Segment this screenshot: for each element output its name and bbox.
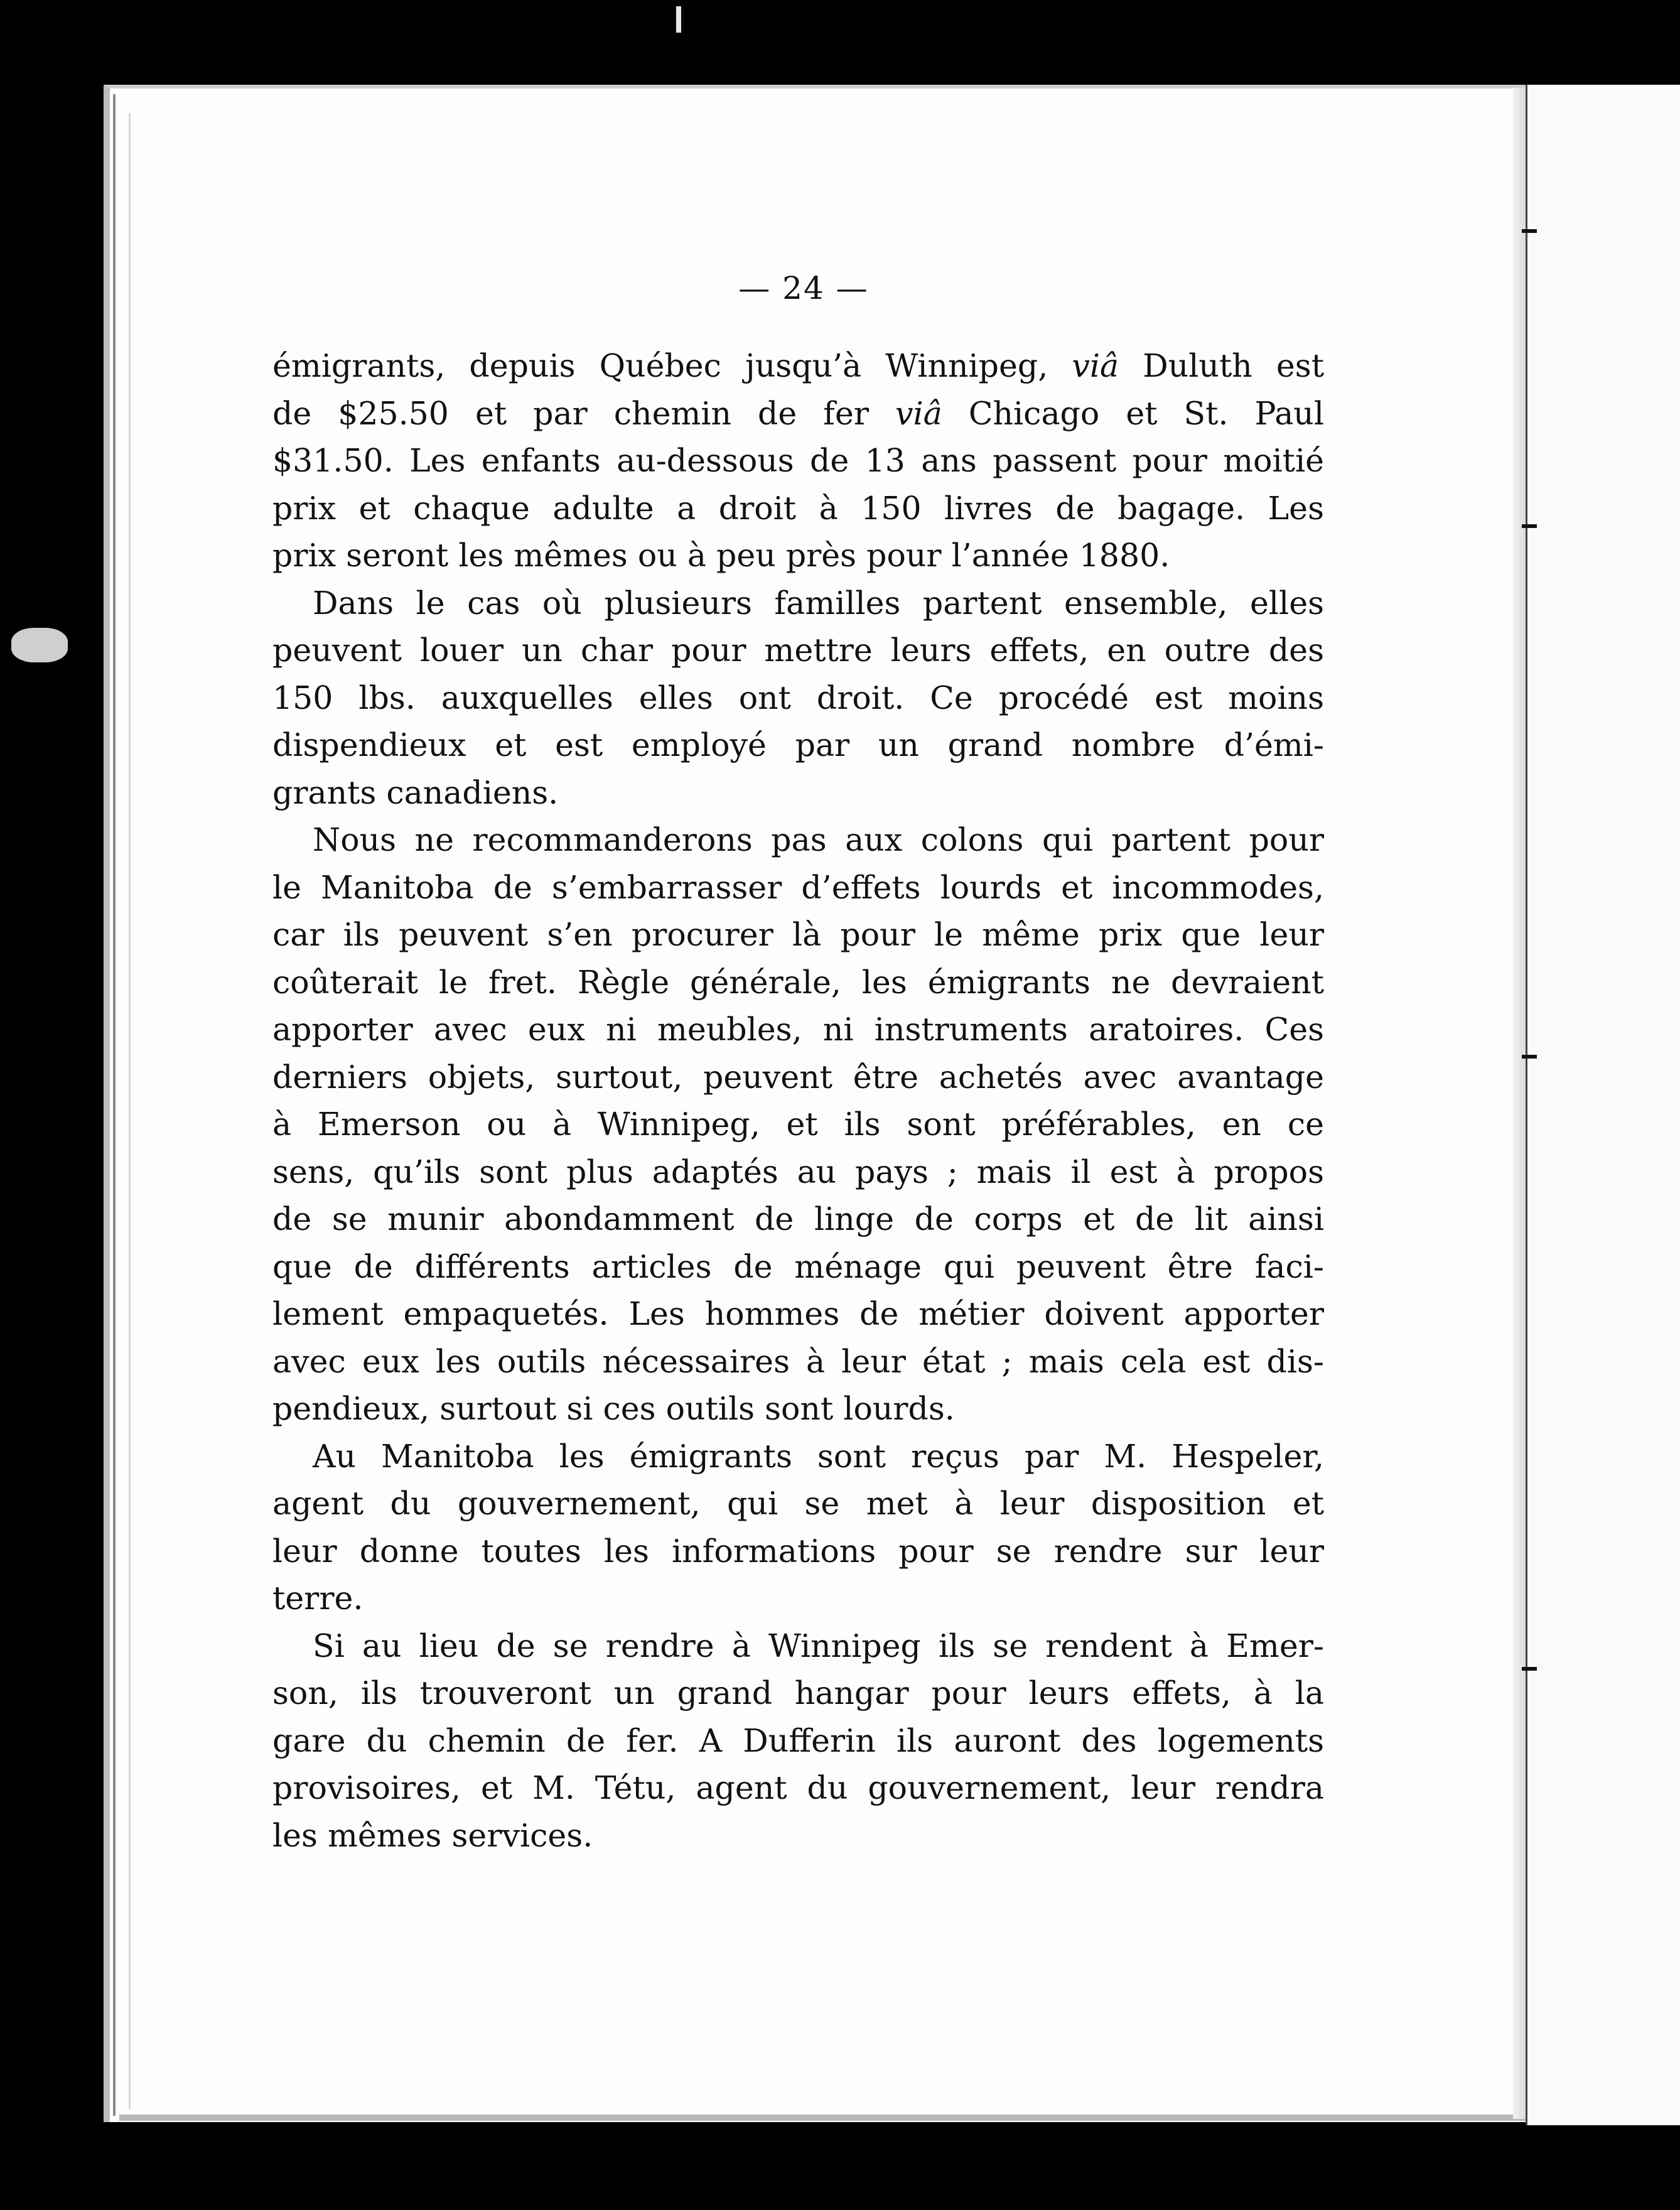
text-line xyxy=(272,1433,1324,1480)
text-line xyxy=(272,532,1324,579)
text-line xyxy=(272,1290,1324,1338)
text-segment: pendieux, surtout si ces outils sont lourds. xyxy=(272,1390,955,1427)
text-line xyxy=(272,1812,1324,1860)
text-segment: prix et chaque adulte a droit à 150 livres de bagage. Les xyxy=(272,489,1324,527)
text-line xyxy=(272,1575,1324,1622)
text-line xyxy=(272,437,1324,485)
text-line xyxy=(272,1622,1324,1670)
text-segment: derniers objets, surtout, peuvent être achetés avec avantage xyxy=(272,1058,1324,1096)
text-line xyxy=(272,390,1324,438)
text-line xyxy=(272,1195,1324,1243)
text-segment: grants canadiens. xyxy=(272,774,559,811)
paragraph xyxy=(272,579,1324,817)
text-segment: coûterait le fret. Règle générale, les émigrants ne devraient xyxy=(272,963,1324,1001)
paragraph xyxy=(272,816,1324,1433)
text-segment: agent du gouvernement, qui se met à leur disposition et xyxy=(272,1485,1324,1522)
gutter-mark xyxy=(1522,1667,1537,1671)
page-edge xyxy=(113,94,116,2116)
text-segment: émigrants, depuis Québec jusqu’à Winnipeg, xyxy=(272,347,1072,384)
book-gutter xyxy=(1513,88,1526,2119)
text-line xyxy=(272,816,1324,864)
scan-artifact-speck xyxy=(11,628,68,662)
text-segment: sens, qu’ils sont plus adaptés au pays ; mais il est à propos xyxy=(272,1153,1324,1190)
text-segment: gare du chemin de fer. A Dufferin ils auront des logements xyxy=(272,1722,1324,1759)
text-segment: lement empaquetés. Les hommes de métier doivent apporter xyxy=(272,1295,1324,1332)
text-line xyxy=(272,721,1324,769)
text-line xyxy=(272,342,1324,390)
text-line xyxy=(272,959,1324,1006)
text-line xyxy=(272,579,1324,627)
text-line xyxy=(272,1385,1324,1433)
text-segment: terre. xyxy=(272,1580,363,1617)
text-line xyxy=(272,1054,1324,1101)
text-segment: de $25.50 et par chemin de fer xyxy=(272,394,896,432)
text-segment: de se munir abondamment de linge de corps et de lit ainsi xyxy=(272,1200,1324,1237)
text-segment: son, ils trouveront un grand hangar pour leurs effets, à la xyxy=(272,1674,1324,1711)
text-segment: Duluth est xyxy=(1119,347,1324,384)
scan-artifact-mark xyxy=(676,6,681,33)
text-segment: Chicago et St. Paul xyxy=(942,394,1324,432)
text-segment: car ils peuvent s’en procurer là pour le même prix que leur xyxy=(272,916,1324,953)
text-segment: Dans le cas où plusieurs familles partent ensemble, elles xyxy=(313,584,1324,622)
italic-word: viâ xyxy=(895,394,942,432)
text-line xyxy=(272,1669,1324,1717)
text-segment: dispendieux et est employé par un grand nombre d’émi- xyxy=(272,726,1324,763)
paragraph xyxy=(272,342,1324,579)
italic-word: viâ xyxy=(1072,347,1119,384)
facing-page xyxy=(1526,85,1680,2125)
gutter-mark xyxy=(1522,524,1537,528)
gutter-mark xyxy=(1522,229,1537,233)
text-line xyxy=(272,911,1324,959)
body-text xyxy=(272,342,1324,1859)
paragraph xyxy=(272,1433,1324,1622)
text-segment: apporter avec eux ni meubles, ni instruments aratoires. Ces xyxy=(272,1011,1324,1048)
text-line xyxy=(272,674,1324,722)
page-edge xyxy=(119,2115,1526,2121)
text-segment: Nous ne recommanderons pas aux colons qui partent pour xyxy=(313,821,1324,858)
text-line xyxy=(272,1717,1324,1765)
text-line xyxy=(272,769,1324,817)
text-line xyxy=(272,864,1324,912)
text-line xyxy=(272,627,1324,674)
text-segment: avec eux les outils nécessaires à leur état ; mais cela est dis- xyxy=(272,1342,1324,1380)
text-line xyxy=(272,1006,1324,1054)
text-segment: 150 lbs. auxquelles elles ont droit. Ce procédé est moins xyxy=(272,679,1324,716)
text-line xyxy=(272,1528,1324,1575)
text-line xyxy=(272,1148,1324,1196)
paragraph xyxy=(272,1622,1324,1860)
text-segment: que de différents articles de ménage qui peuvent être faci- xyxy=(272,1248,1324,1285)
text-line xyxy=(272,1764,1324,1812)
text-segment: $31.50. Les enfants au-dessous de 13 ans passent pour moitié xyxy=(272,442,1324,479)
text-segment: prix seront les mêmes ou à peu près pour l’année 1880. xyxy=(272,537,1170,574)
text-segment: Si au lieu de se rendre à Winnipeg ils se rendent à Emer- xyxy=(313,1627,1324,1664)
text-segment: Au Manitoba les émigrants sont reçus par M. Hespeler, xyxy=(313,1437,1324,1475)
page-edge xyxy=(129,113,131,2110)
text-line xyxy=(272,1101,1324,1148)
text-segment: provisoires, et M. Tétu, agent du gouvernement, leur rendra xyxy=(272,1769,1324,1806)
text-segment: le Manitoba de s’embarrasser d’effets lourds et incommodes, xyxy=(272,868,1324,906)
text-line xyxy=(272,1480,1324,1528)
text-segment: les mêmes services. xyxy=(272,1816,593,1854)
text-line xyxy=(272,1338,1324,1386)
text-line xyxy=(272,485,1324,532)
text-segment: peuvent louer un char pour mettre leurs effets, en outre des xyxy=(272,632,1324,669)
text-line xyxy=(272,1243,1324,1291)
gutter-mark xyxy=(1522,1055,1537,1059)
page-number-header: — 24 — xyxy=(738,270,869,306)
text-segment: à Emerson ou à Winnipeg, et ils sont préférables, en ce xyxy=(272,1106,1324,1143)
text-segment: leur donne toutes les informations pour se rendre sur leur xyxy=(272,1532,1324,1570)
